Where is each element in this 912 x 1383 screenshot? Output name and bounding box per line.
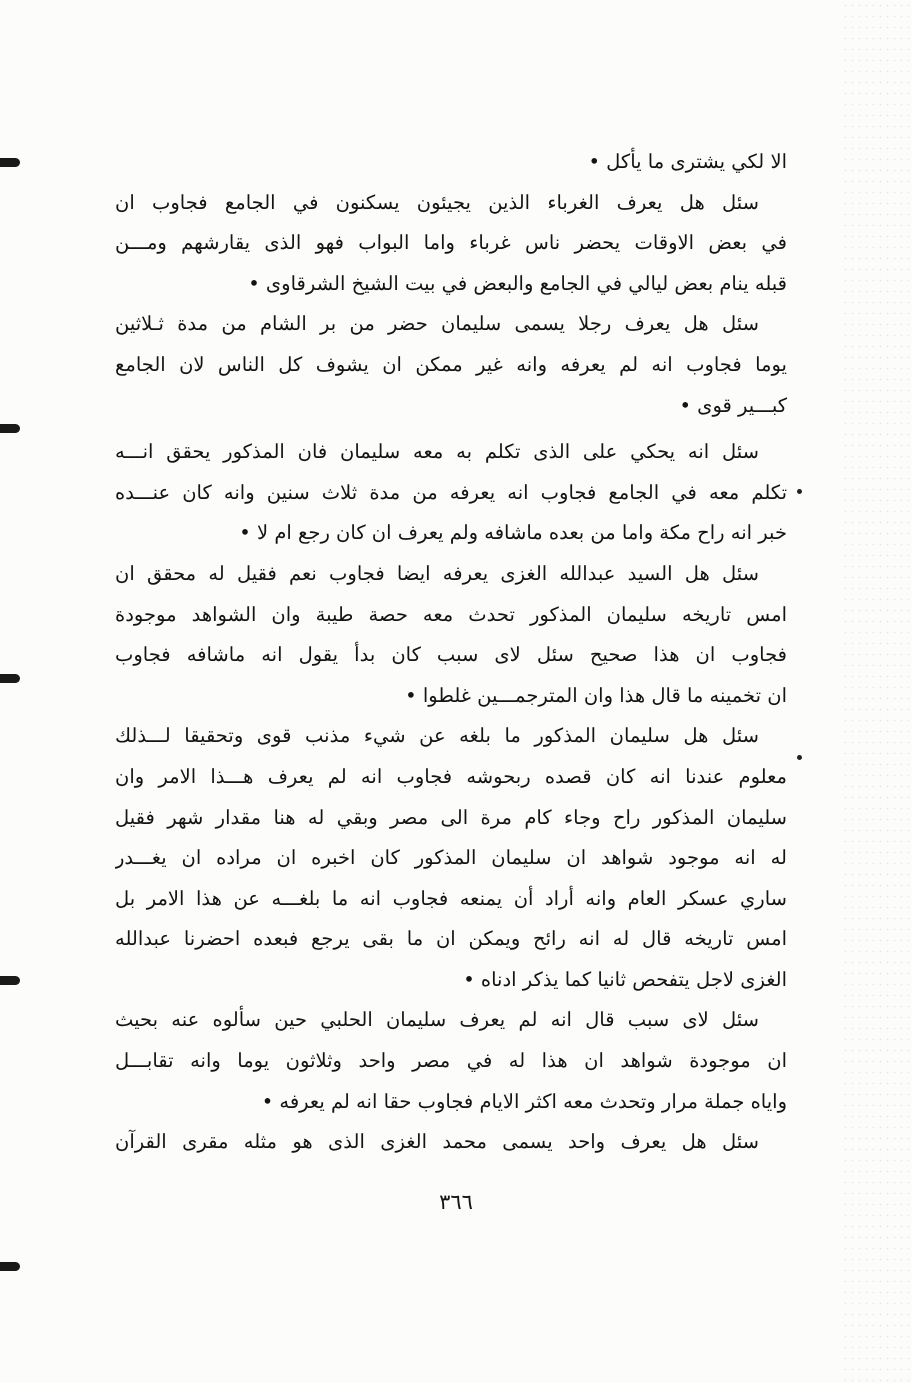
text-line: سئل لاى سبب قال انه لم يعرف سليمان الحلبي حين سألوه عنه بحيث	[115, 1008, 759, 1032]
text-line: سئل هل يعرف الغرباء الذين يجيئون يسكنون في الجامع فجاوب ان	[115, 190, 759, 214]
text-line: في بعض الاوقات يحضر ناس غرباء واما البواب فهو الذى يقارشهم ومـــن	[115, 231, 787, 255]
text-line: ان موجودة شواهد ان هذا له في مصر واحد وثلاثون يوما وانه تقابـــل	[115, 1049, 787, 1073]
text-line: له انه موجود شواهد ان سليمان المذكور كان اخبره ان مراده ان يغـــدر	[115, 846, 787, 870]
binding-mark	[0, 1262, 20, 1271]
margin-dot	[797, 489, 802, 494]
text-line: كبـــير قوى •	[679, 393, 787, 417]
body-text	[115, 142, 787, 1163]
text-line: يوما فجاوب انه لم يعرفه وانه غير ممكن ان يشوف كل الناس لان الجامع	[115, 352, 787, 376]
text-line: قبله ينام بعض ليالي في الجامع والبعض في بيت الشيخ الشرقاوى •	[248, 271, 787, 295]
text-line: خبر انه راح مكة واما من بعده ماشافه ولم يعرف ان كان رجع ام لا •	[239, 521, 787, 545]
text-line: فجاوب ان هذا صحيح سئل لاى سبب كان بدأ يقول انه ماشافه فجاوب	[115, 643, 787, 667]
text-line: الا لكي يشترى ما يأكل •	[588, 150, 787, 173]
text-line: واياه جملة مرار وتحدث معه اكثر الايام فجاوب حقا انه لم يعرفه •	[261, 1089, 787, 1113]
text-line: ان تخمينه ما قال هذا وان المترجمـــين غلطوا •	[405, 683, 787, 707]
text-line: معلوم عندنا انه كان قصده ربحوشه فجاوب انه لم يعرف هـــذا الامر وان	[115, 764, 787, 788]
binding-mark	[0, 424, 20, 433]
text-line: سئل هل يعرف رجلا يسمى سليمان حضر من بر الشام من مدة ثـلاثين	[115, 312, 759, 336]
text-line: الغزى لاجل يتفحص ثانيا كما يذكر ادناه •	[463, 967, 787, 991]
binding-mark	[0, 674, 20, 683]
text-line: امس تاريخه قال له انه رائح ويمكن ان ما بقى يرجع فبعده احضرنا عبدالله	[115, 927, 787, 951]
text-line: امس تاريخه سليمان المذكور تحدث معه حصة طيبة وان الشواهد موجودة	[115, 602, 787, 626]
text-line: سليمان المذكور راح وجاء كام مرة الى مصر وبقي له هنا مقدار شهر فقيل	[115, 805, 787, 829]
paper-speckle	[842, 0, 912, 1383]
text-line: سئل هل سليمان المذكور ما بلغه عن شيء مذنب قوى وتحقيقا لـــذلك	[115, 724, 759, 748]
binding-mark	[0, 976, 20, 985]
text-line: ساري عسكر العام وانه أراد أن يمنعه فجاوب انه ما بلغـــه عن هذا الامر بل	[115, 886, 787, 910]
text-line: سئل انه يحكي على الذى تكلم به معه سليمان فان المذكور يحقق انـــه	[115, 440, 759, 464]
text-line: تكلم معه في الجامع فجاوب انه يعرفه من مدة ثلاث سنين وانه كان عنـــده	[115, 480, 787, 504]
margin-dot	[797, 755, 802, 760]
binding-mark	[0, 158, 20, 167]
text-line: سئل هل السيد عبدالله الغزى يعرفه ايضا فجاوب نعم فقيل له محقق ان	[115, 561, 759, 585]
text-line: سئل هل يعرف واحد يسمى محمد الغزى الذى هو مثله مقرى القرآن	[115, 1130, 759, 1154]
page-number: ٣٦٦	[439, 1190, 473, 1214]
